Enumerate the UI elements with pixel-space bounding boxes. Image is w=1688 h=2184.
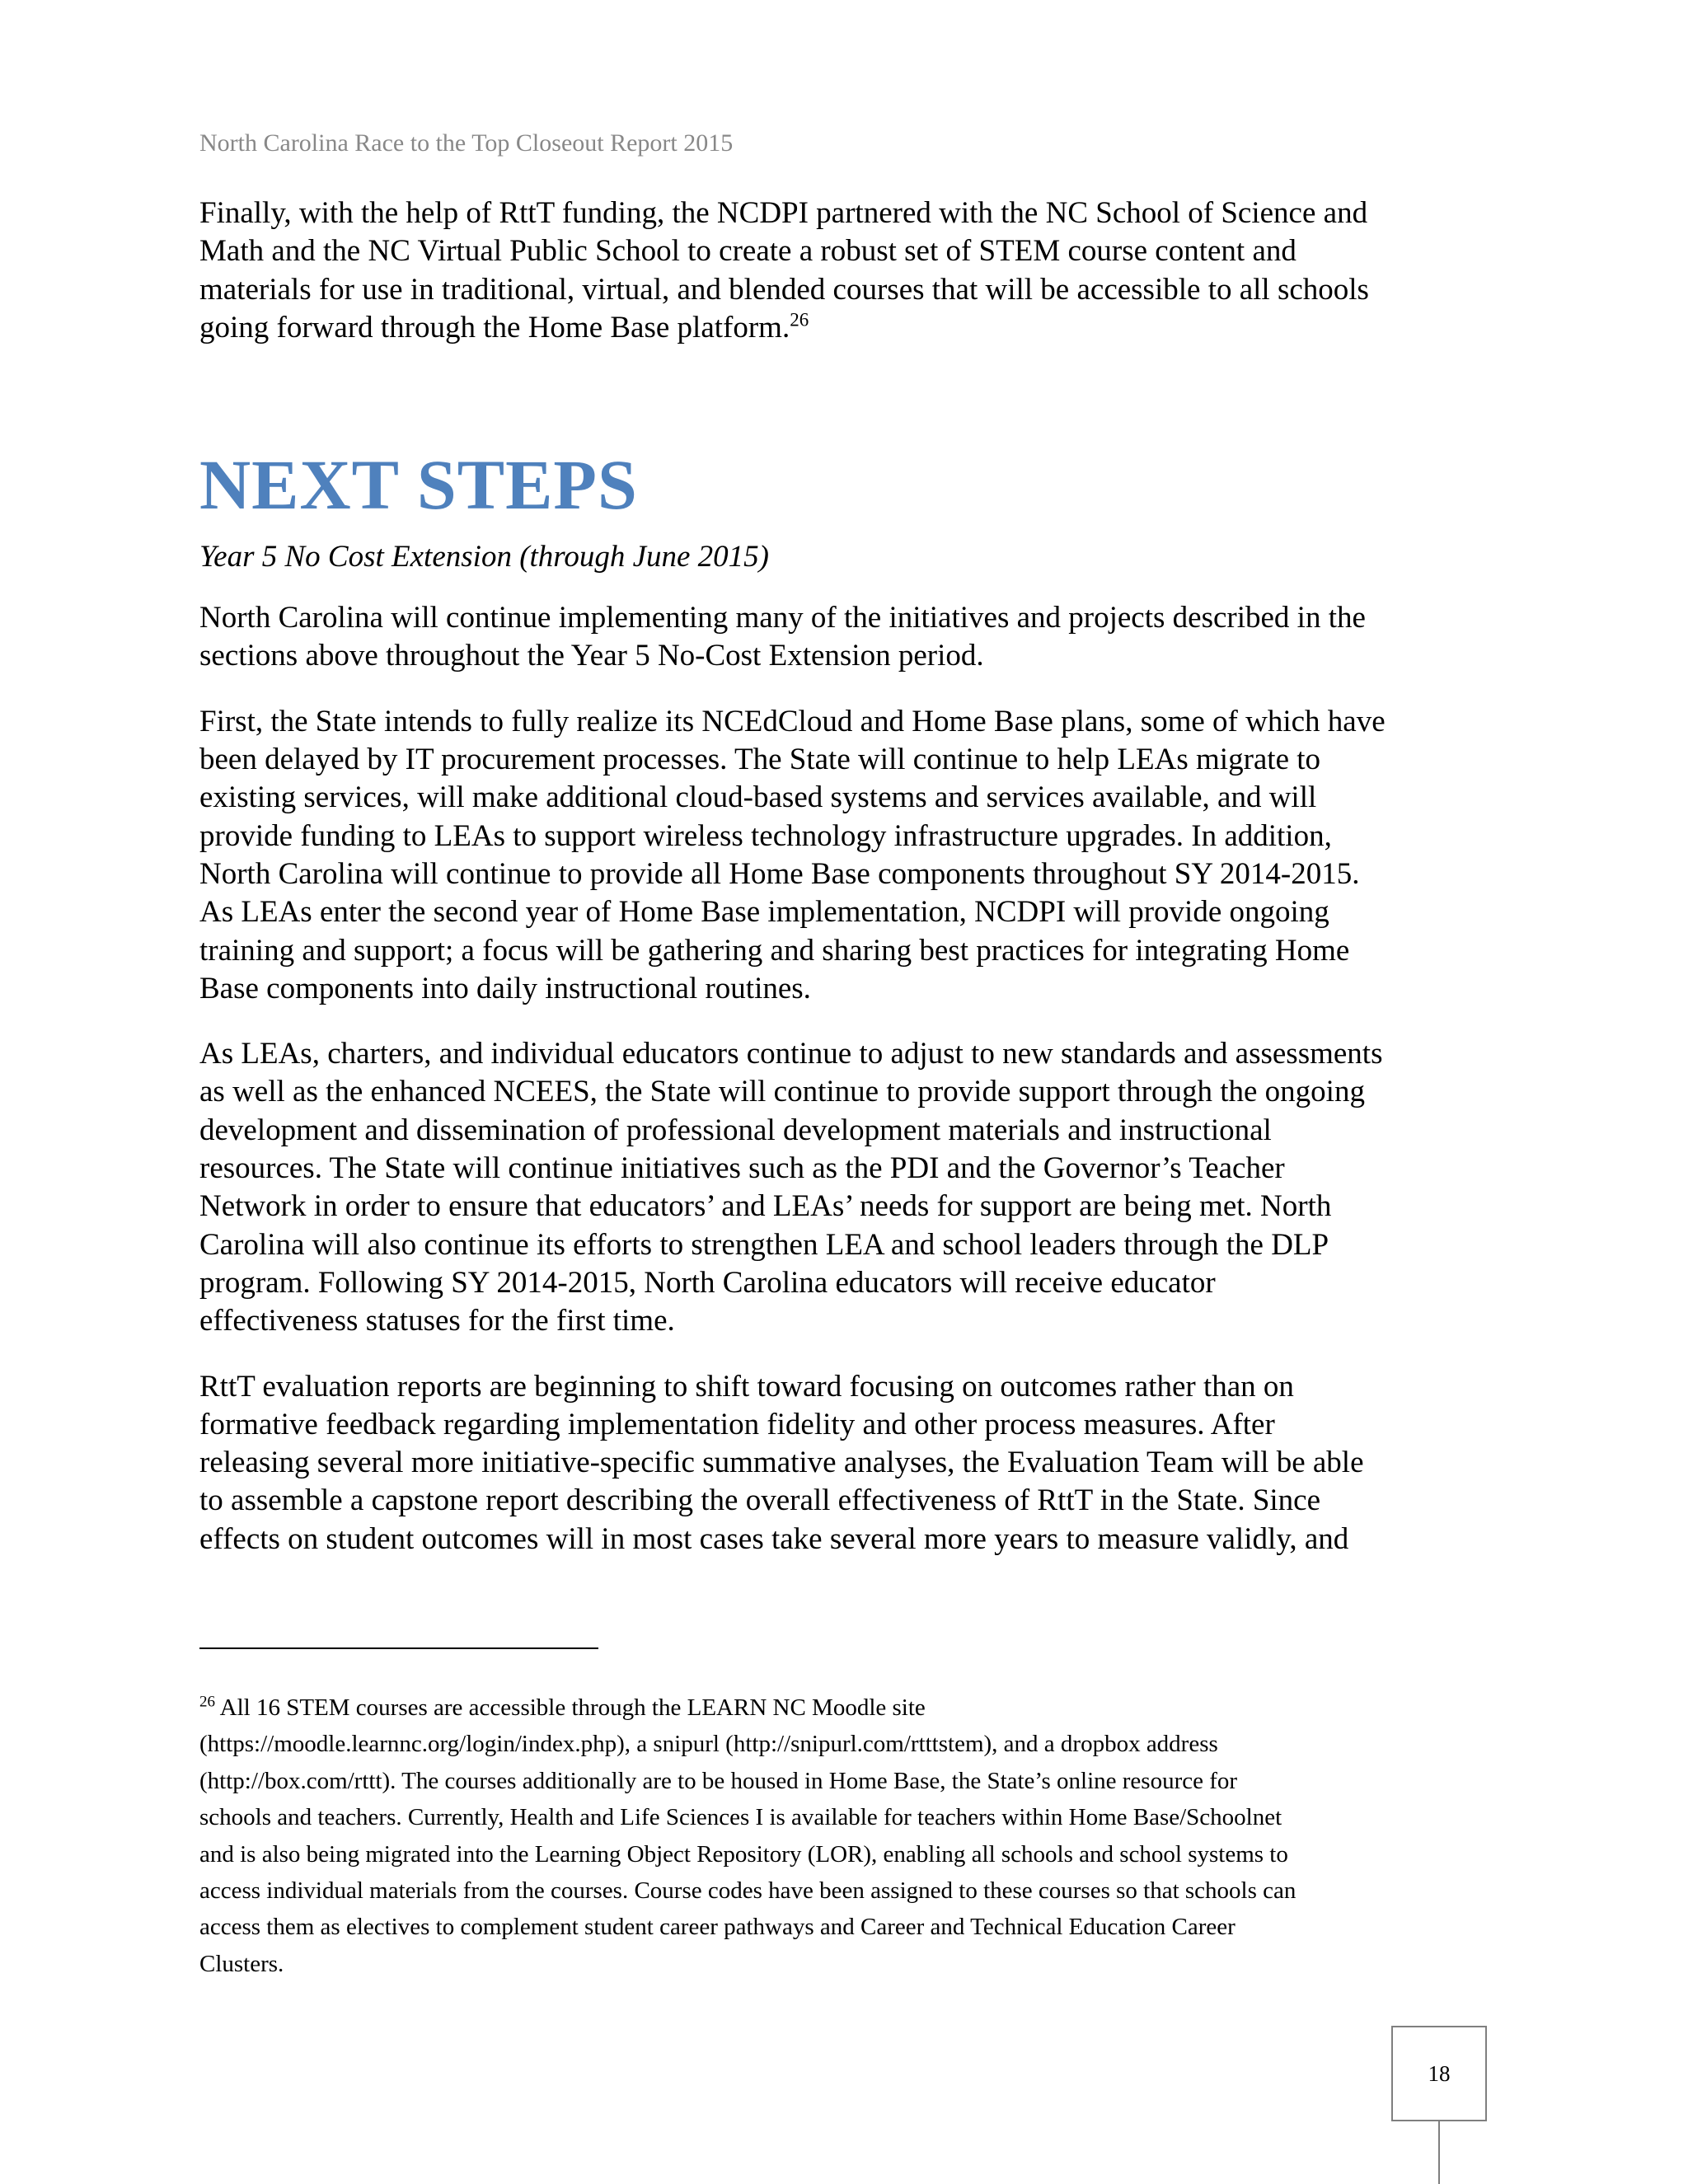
footnote-separator xyxy=(199,1647,598,1649)
text-line: been delayed by IT procurement processes. The State will continue to help LEAs migrate to xyxy=(199,743,1321,777)
text-line: Math and the NC Virtual Public School to create a robust set of STEM course content and xyxy=(199,234,1296,269)
footnote-line: Clusters. xyxy=(199,1950,284,1977)
text-line: Finally, with the help of RttT funding, the NCDPI partnered with the NC School of Science and xyxy=(199,196,1368,230)
text-line: provide funding to LEAs to support wireless technology infrastructure upgrades. In addition, xyxy=(199,818,1332,853)
section-subtitle: Year 5 No Cost Extension (through June 2015) xyxy=(199,540,769,574)
text-line: formative feedback regarding implementation fidelity and other process measures. After xyxy=(199,1407,1275,1441)
page-number: 18 xyxy=(1428,2060,1451,2086)
footnote-line-content: All 16 STEM courses are accessible through the LEARN NC Moodle site xyxy=(219,1694,926,1721)
text-line: releasing several more initiative-specific summative analyses, the Evaluation Team will be able xyxy=(199,1446,1364,1480)
text-line xyxy=(199,309,1502,347)
text-line: development and dissemination of professional development materials and instructional xyxy=(199,1113,1272,1147)
text-line: as well as the enhanced NCEES, the State will continue to provide support through the ongoing xyxy=(199,1075,1365,1109)
body-paragraph xyxy=(199,599,1502,676)
text-line: effectiveness statuses for the first time. xyxy=(199,1304,675,1338)
text-line-content: going forward through the Home Base platform. xyxy=(199,310,790,344)
footnote-line xyxy=(199,1690,1502,1726)
text-line: Base components into daily instructional routines. xyxy=(199,971,811,1005)
footnote-line: and is also being migrated into the Learning Object Repository (LOR), enabling all schools and school systems to xyxy=(199,1840,1288,1868)
main-content xyxy=(199,194,1502,1586)
body-paragraph xyxy=(199,1035,1502,1340)
text-line: As LEAs, charters, and individual educators continue to adjust to new standards and assessments xyxy=(199,1037,1383,1071)
text-line: sections above throughout the Year 5 No-Cost Extension period. xyxy=(199,639,984,673)
text-line: materials for use in traditional, virtual, and blended courses that will be accessible to all schools xyxy=(199,272,1369,307)
text-line: effects on student outcomes will in most cases take several more years to measure validly, and xyxy=(199,1521,1349,1556)
text-line: training and support; a focus will be gathering and sharing best practices for integrating Home xyxy=(199,933,1350,968)
text-line: North Carolina will continue implementing many of the initiatives and projects described in the xyxy=(199,601,1366,635)
text-line: As LEAs enter the second year of Home Base implementation, NCDPI will provide ongoing xyxy=(199,895,1329,930)
intro-paragraph xyxy=(199,194,1502,347)
footnote-line: schools and teachers. Currently, Health and Life Sciences I is available for teachers within Home Base/Schoolnet xyxy=(199,1804,1282,1831)
page-number-stem xyxy=(1438,2121,1440,2184)
text-line: RttT evaluation reports are beginning to shift toward focusing on outcomes rather than on xyxy=(199,1369,1294,1404)
text-line: existing services, will make additional cloud-based systems and services available, and will xyxy=(199,780,1317,815)
footnote-line: (http://box.com/rttt). The courses additionally are to be housed in Home Base, the State’s online resource for xyxy=(199,1767,1238,1794)
footnote-reference[interactable]: 26 xyxy=(790,309,809,330)
running-header: North Carolina Race to the Top Closeout Report 2015 xyxy=(199,129,734,157)
text-line: North Carolina will continue to provide all Home Base components throughout SY 2014-2015. xyxy=(199,856,1360,891)
footnote-line: access individual materials from the courses. Course codes have been assigned to these courses so that schools can xyxy=(199,1877,1296,1905)
footnote-line: (https://moodle.learnnc.org/login/index.php), a snipurl (http://snipurl.com/rtttstem), and a dropbox address xyxy=(199,1731,1218,1758)
text-line: to assemble a capstone report describing the overall effectiveness of RttT in the State. Since xyxy=(199,1483,1321,1518)
body-paragraph xyxy=(199,1368,1502,1558)
text-line: program. Following SY 2014-2015, North Carolina educators will receive educator xyxy=(199,1265,1216,1300)
footnote-marker: 26 xyxy=(199,1693,215,1711)
text-line: Carolina will also continue its efforts to strengthen LEA and school leaders through the DLP xyxy=(199,1227,1329,1262)
body-paragraph xyxy=(199,703,1502,1008)
footnote-line: access them as electives to complement student career pathways and Career and Technical Education Career xyxy=(199,1914,1236,1941)
footnote xyxy=(199,1690,1502,1982)
text-line: resources. The State will continue initiatives such as the PDI and the Governor’s Teacher xyxy=(199,1151,1285,1186)
text-line: First, the State intends to fully realize its NCEdCloud and Home Base plans, some of which have xyxy=(199,704,1386,738)
text-line: Network in order to ensure that educators’ and LEAs’ needs for support are being met. North xyxy=(199,1189,1332,1224)
section-title: NEXT STEPS xyxy=(199,445,638,525)
page-number-box xyxy=(1391,2026,1487,2121)
